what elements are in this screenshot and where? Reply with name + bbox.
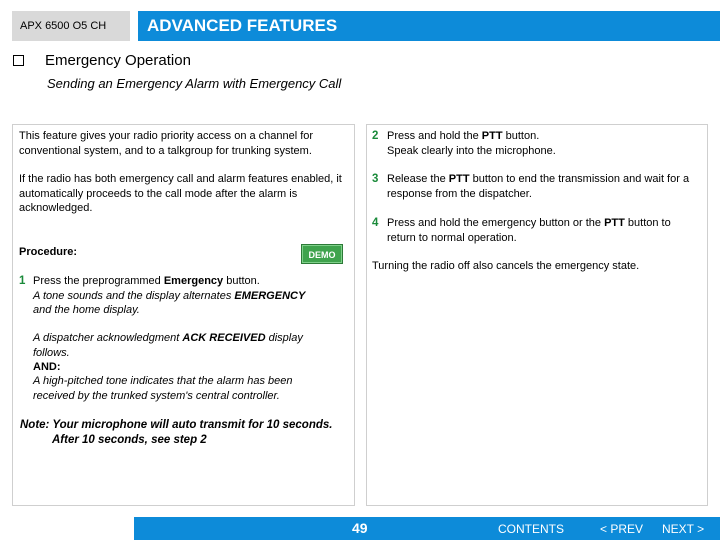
step-3-text: Release the PTT button to end the transmission and wait for a response from the dispatcher. (387, 173, 690, 200)
demo-button[interactable]: DEMO (301, 244, 343, 264)
checkbox-bullet-icon (13, 55, 24, 66)
step-1-text: Press the preprogrammed Emergency button. A tone sounds and the display alternates EMERGENCY and the home display. (33, 275, 306, 316)
prev-link[interactable]: < PREV (600, 522, 644, 536)
next-link[interactable]: NEXT > (662, 522, 705, 536)
step-2-number: 2 (372, 130, 379, 142)
step-1-and-label: AND: (33, 361, 61, 373)
contents-link[interactable]: CONTENTS (498, 522, 564, 536)
step-2-text: Press and hold the PTT button. Speak clearly into the microphone. (387, 130, 556, 157)
section-title: Emergency Operation (45, 52, 191, 69)
intro-paragraph-2: If the radio has both emergency call and alarm features enabled, it automatically proceeds to the call mode after the alarm is acknowledged. (19, 173, 342, 214)
step-1-number: 1 (19, 275, 26, 287)
step-1-tone-text: A high-pitched tone indicates that the alarm has been received by the trunked system's central controller. (33, 375, 293, 402)
page-number: 49 (352, 520, 368, 536)
closing-note: Turning the radio off also cancels the emergency state. (372, 260, 640, 272)
intro-paragraph-1: This feature gives your radio priority access on a channel for conventional system, and to a talkgroup for trunking system. (19, 130, 314, 157)
model-label: APX 6500 O5 CH (12, 11, 130, 41)
step-4-text: Press and hold the emergency button or the PTT button to return to normal operation. (387, 217, 671, 244)
page-header-title: ADVANCED FEATURES (138, 11, 720, 41)
step-1-ack-text: A dispatcher acknowledgment ACK RECEIVED display follows. (33, 332, 303, 359)
step-4-number: 4 (372, 217, 379, 229)
procedure-label: Procedure: (19, 246, 78, 258)
step-3-number: 3 (372, 173, 379, 185)
note-text: Note: Your microphone will auto transmit for 10 seconds. After 10 seconds, see step 2 (20, 419, 333, 446)
section-subtitle: Sending an Emergency Alarm with Emergency Call (47, 76, 342, 91)
footer-bar (134, 517, 720, 540)
